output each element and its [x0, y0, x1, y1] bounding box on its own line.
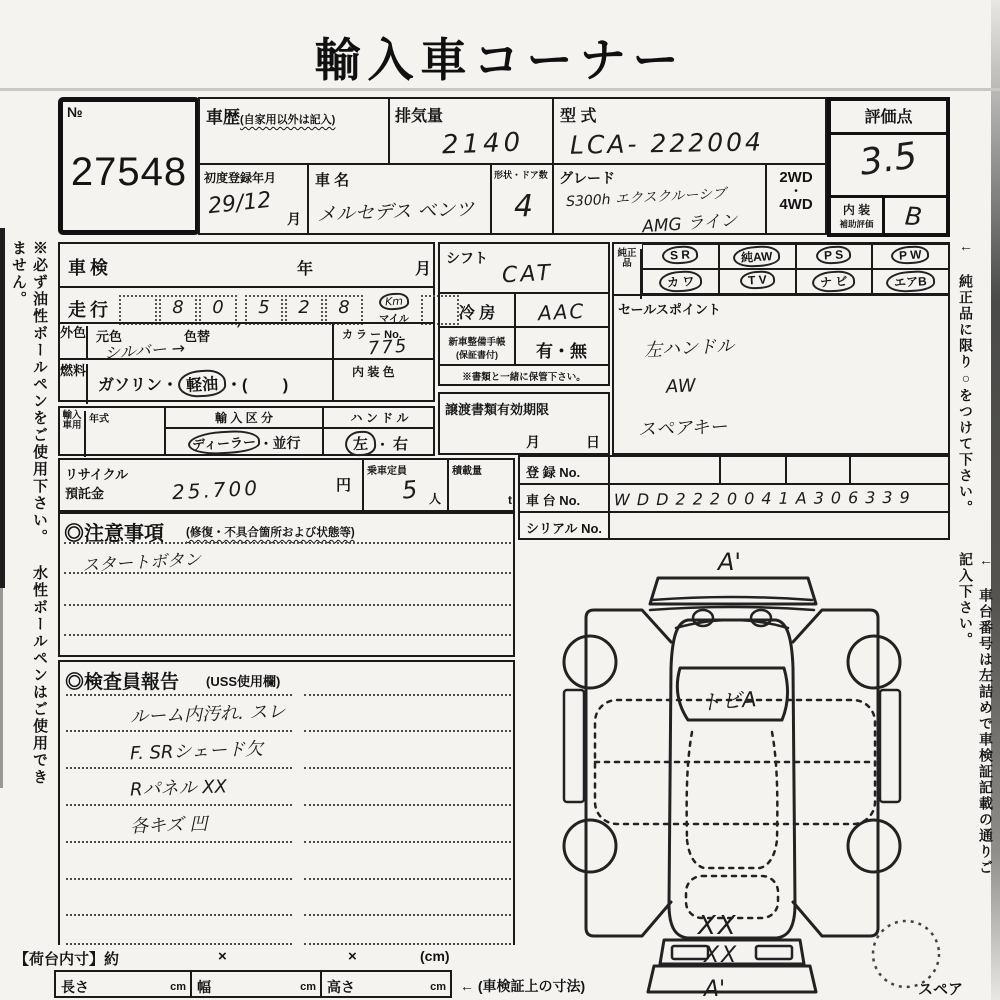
capacity-label: 乗車定員 [367, 466, 407, 477]
bed-times-1: × [218, 948, 227, 965]
tail-light-right [756, 946, 792, 959]
inspector-entry-1: ルーム内汚れ. スレ [129, 701, 286, 728]
book-value: 有・無 [536, 342, 587, 361]
displacement-label: 排気量 [395, 108, 444, 125]
history-note: (自家用以外は記入) [240, 114, 336, 126]
recycle-value: 25.700 [171, 475, 261, 505]
model-code-value: LCA- 222004 [569, 127, 765, 160]
cautions-line-3 [64, 604, 511, 606]
cautions-line-2 [64, 572, 511, 574]
transfer-day: 日 [586, 434, 600, 450]
mileage-row [58, 286, 435, 330]
sales-points-label: セールスポイント [618, 302, 721, 317]
recycle-yen: 円 [336, 477, 352, 494]
transfer-label: 譲渡書類有効期限 [445, 402, 550, 417]
first-reg-unit: 月 [287, 211, 301, 227]
ac-value: AAC [537, 298, 586, 326]
dimension-note: ← (車検証上の寸法) [460, 978, 586, 994]
front-cowl-line-1 [652, 597, 812, 600]
fuel-paren: ・( ) [226, 377, 289, 394]
drive-2wd: 2WD [779, 169, 813, 186]
keep-note-strip [438, 364, 610, 386]
bed-times-2: × [348, 948, 357, 965]
orig-color-label: 元色 [96, 329, 123, 344]
mileage-digit-2: 0 [199, 295, 237, 325]
oem-cell-pw: P W [872, 244, 949, 269]
lot-number-value: 27548 [70, 150, 188, 194]
mileage-units [371, 292, 417, 325]
spare-tire-circle [873, 921, 939, 987]
lot-number-label: № [67, 104, 83, 120]
chassis-no-value: WDD2220041A306339 [613, 487, 917, 510]
cautions-title: ◎注意事項 [64, 523, 164, 545]
lot-number-box [58, 97, 200, 235]
import-dealer-circled: ディーラー [187, 429, 260, 456]
mileage-unit-km: Km [379, 292, 410, 311]
reg-no-row [520, 457, 948, 485]
mileage-digit-0 [119, 295, 157, 325]
mileage-digit-4: 2 [285, 295, 323, 325]
ext-color-label: 外色 [60, 326, 88, 360]
color-row [58, 322, 435, 363]
inspector-entry-4: 各キズ 凹 [129, 813, 208, 838]
model-year-label: 年式 [89, 414, 109, 425]
ac-label: 冷 房 [440, 294, 516, 326]
ac-box [438, 292, 610, 328]
transfer-month: 月 [526, 434, 540, 450]
model-year-cell [86, 408, 166, 454]
registration-block [518, 455, 950, 540]
right-sill [880, 690, 900, 802]
model-code-label: 型 式 [560, 108, 597, 125]
right-margin-note-chassis: ← 車台番号は左詰めで車検証記載の通りご記入下さい。 [958, 552, 994, 876]
fuel-gasoline: ガソリン・ [98, 377, 179, 394]
load-unit: t [508, 493, 512, 507]
scan-edge-left [0, 228, 5, 588]
color-no-label: カ ラ ー No. [342, 329, 402, 341]
interior-color-cell [332, 360, 435, 400]
oem-cell-navi: ナ ビ [796, 269, 873, 294]
left-sill [564, 690, 584, 802]
history-cell [198, 97, 390, 165]
cautions-line-4 [64, 634, 511, 636]
sales-point-2: AW [665, 375, 697, 398]
sales-point-1: 左ハンドル [643, 335, 735, 362]
score-value: 3.5 [857, 135, 920, 184]
shift-label: シフト [446, 250, 488, 266]
inspector-title: ◎検査員報告 [65, 672, 180, 693]
oem-cell-aw: 純AW [719, 244, 796, 269]
capacity-cell [362, 460, 447, 510]
mileage-label: 走行 [68, 300, 112, 320]
load-label: 積載量 [452, 466, 482, 477]
handle-right: 右 [393, 436, 415, 453]
car-name-cell [307, 163, 492, 235]
bumper-note: XX [704, 943, 739, 968]
oem-cell-airbag: エアB [872, 269, 949, 294]
spare-tire-label: スペア [918, 981, 964, 998]
wheel-rear-right [848, 820, 900, 872]
fuel-diesel-circled: 軽油 [177, 369, 226, 398]
oem-grid [612, 242, 950, 296]
grade-cell [552, 163, 767, 238]
first-reg-cell [198, 163, 309, 235]
mileage-digit-3: 5 [245, 295, 283, 325]
shaken-month-label: 月 [415, 261, 432, 278]
shaken-year-label: 年 [297, 261, 314, 278]
sales-points-box [612, 294, 950, 455]
import-use-label: 輸入車用 [60, 411, 86, 457]
handle-label: ハ ン ド ル [324, 408, 435, 429]
cautions-entry-1: スタートボタン [81, 549, 202, 577]
cabin-left [687, 732, 692, 840]
inspector-subtitle: (USS使用欄) [206, 674, 281, 689]
serial-no-row [520, 513, 948, 540]
grade-label: グレード [559, 170, 615, 186]
capacity-unit: 人 [428, 492, 441, 506]
ext-color-value: シルバー → [103, 338, 186, 363]
diagram-front-label: A' [718, 548, 742, 576]
chassis-no-label: 車 台 No. [526, 493, 581, 508]
cautions-box [58, 512, 515, 657]
mileage-unit-mile: マイル [379, 314, 409, 325]
doors-label: 形状・ドア数 [494, 170, 548, 180]
interior-score-label: 内 装 補助評価 [831, 198, 885, 233]
bed-size-label: 【荷台内寸】約 [14, 951, 120, 968]
import-row [58, 406, 435, 456]
capacity-value: 5 [400, 475, 419, 505]
book-box [438, 326, 610, 366]
recycle-row [58, 458, 515, 512]
repaint-label: 色替 [184, 329, 211, 344]
rear-skirt [648, 966, 816, 992]
oem-cell-kawa: カ ワ [642, 269, 719, 294]
left-door-panel [586, 610, 671, 936]
page-title: 輸入車コーナー [314, 34, 686, 86]
oem-cell-ps: P S [796, 244, 873, 269]
score-label: 評価点 [831, 101, 946, 135]
color-no-value: 775 [367, 335, 410, 360]
wheel-rear-left [564, 820, 616, 872]
reg-no-label: 登 録 No. [526, 465, 581, 480]
drive-sep: ・ [789, 184, 802, 198]
oem-cell-sr: S R [642, 244, 719, 269]
oem-label: 純正品 [614, 249, 642, 299]
trunk-note: XX [698, 911, 738, 941]
windshield-note: トビA [699, 687, 758, 716]
drive-4wd: 4WD [779, 196, 813, 213]
length-cell: 長さ cm [54, 970, 192, 998]
sales-point-3: スペアキー [637, 416, 728, 441]
import-class-label: 輸 入 区 分 [166, 408, 322, 429]
keep-note: ※書類と一緒に保管下さい。 [462, 372, 586, 383]
fuel-row [58, 358, 435, 402]
car-damage-diagram [540, 550, 970, 998]
model-code-cell [552, 97, 827, 165]
displacement-cell [388, 97, 554, 165]
first-reg-value: 29/12 [206, 187, 273, 220]
wheel-front-left [564, 636, 616, 688]
front-cowl-line-2 [650, 607, 814, 610]
car-name-label: 車 名 [315, 172, 350, 189]
shaken-row [58, 242, 435, 288]
serial-no-label: シリアル No. [526, 521, 603, 536]
history-label: 車歴 [206, 108, 240, 127]
mileage-comma: , [237, 306, 244, 330]
reg-no-divider-2 [785, 457, 787, 483]
diagram-rear-label: A' [704, 977, 726, 1000]
wheel-front-right [848, 636, 900, 688]
shift-value: CAT [501, 260, 554, 289]
height-cell: 高さ cm [320, 970, 452, 998]
inspector-entry-2: F. SRシェード欠 [129, 738, 264, 765]
recycle-label: リサイクル 預託金 [65, 467, 129, 501]
cautions-subtitle: (修復・不具合箇所および状態等) [186, 527, 355, 539]
left-margin-note: ※必ず油性ボールペンをご使用下さい。 水性ボールペンはご使用できません。 [10, 240, 48, 786]
front-bumper [650, 578, 816, 604]
doors-value: 4 [514, 189, 534, 224]
first-reg-label: 初度登録年月 [204, 171, 277, 185]
interior-score-row [831, 195, 946, 233]
reg-no-divider-1 [719, 457, 721, 483]
right-door-panel [793, 610, 878, 936]
handle-cell: ハ ン ド ル 左 ・ 右 [324, 408, 435, 454]
cautions-line-1 [64, 542, 511, 544]
load-cell [447, 460, 517, 510]
drive-cell [765, 163, 827, 235]
interior-score-value: B [904, 201, 924, 232]
right-margin-note-oem: ← 純正品に限り○をつけて下さい。 [958, 238, 974, 516]
displacement-value: 2140 [441, 127, 525, 161]
oem-cell-tv: T V [719, 269, 796, 294]
fuel-label: 燃料 [60, 364, 88, 404]
inspector-entry-3: Rパネル XX [129, 776, 228, 801]
cabin-bottom [687, 840, 777, 868]
import-parallel: 並行 [272, 435, 301, 451]
transfer-box [438, 392, 610, 455]
grade-line2: AMG ライン [641, 210, 739, 238]
color-no-cell [332, 324, 435, 358]
inspector-box [58, 660, 515, 945]
mileage-digit-1: 8 [159, 295, 197, 325]
doors-cell [490, 163, 554, 235]
width-cell: 幅 cm [190, 970, 322, 998]
interior-color-label: 内 装 色 [352, 365, 395, 379]
import-class-cell: 輸 入 区 分 ディーラー ・並行 [166, 408, 324, 454]
book-label: 新車整備手帳 (保証書付) [440, 328, 516, 364]
shift-box [438, 242, 610, 294]
car-name-value: メルセデス ベンツ [316, 198, 475, 226]
scan-edge-left-2 [0, 588, 3, 788]
grade-line1: S300h エクスクルーシブ [565, 185, 727, 211]
mileage-digit-5: 8 [325, 295, 363, 325]
tail-light-left [672, 946, 708, 959]
handle-left-circled: 左 [344, 430, 376, 457]
bed-cm-note: (cm) [420, 948, 450, 964]
reg-no-divider-3 [849, 457, 851, 483]
score-box [827, 97, 950, 237]
chassis-no-row [520, 485, 948, 513]
shaken-label: 車検 [68, 258, 112, 278]
